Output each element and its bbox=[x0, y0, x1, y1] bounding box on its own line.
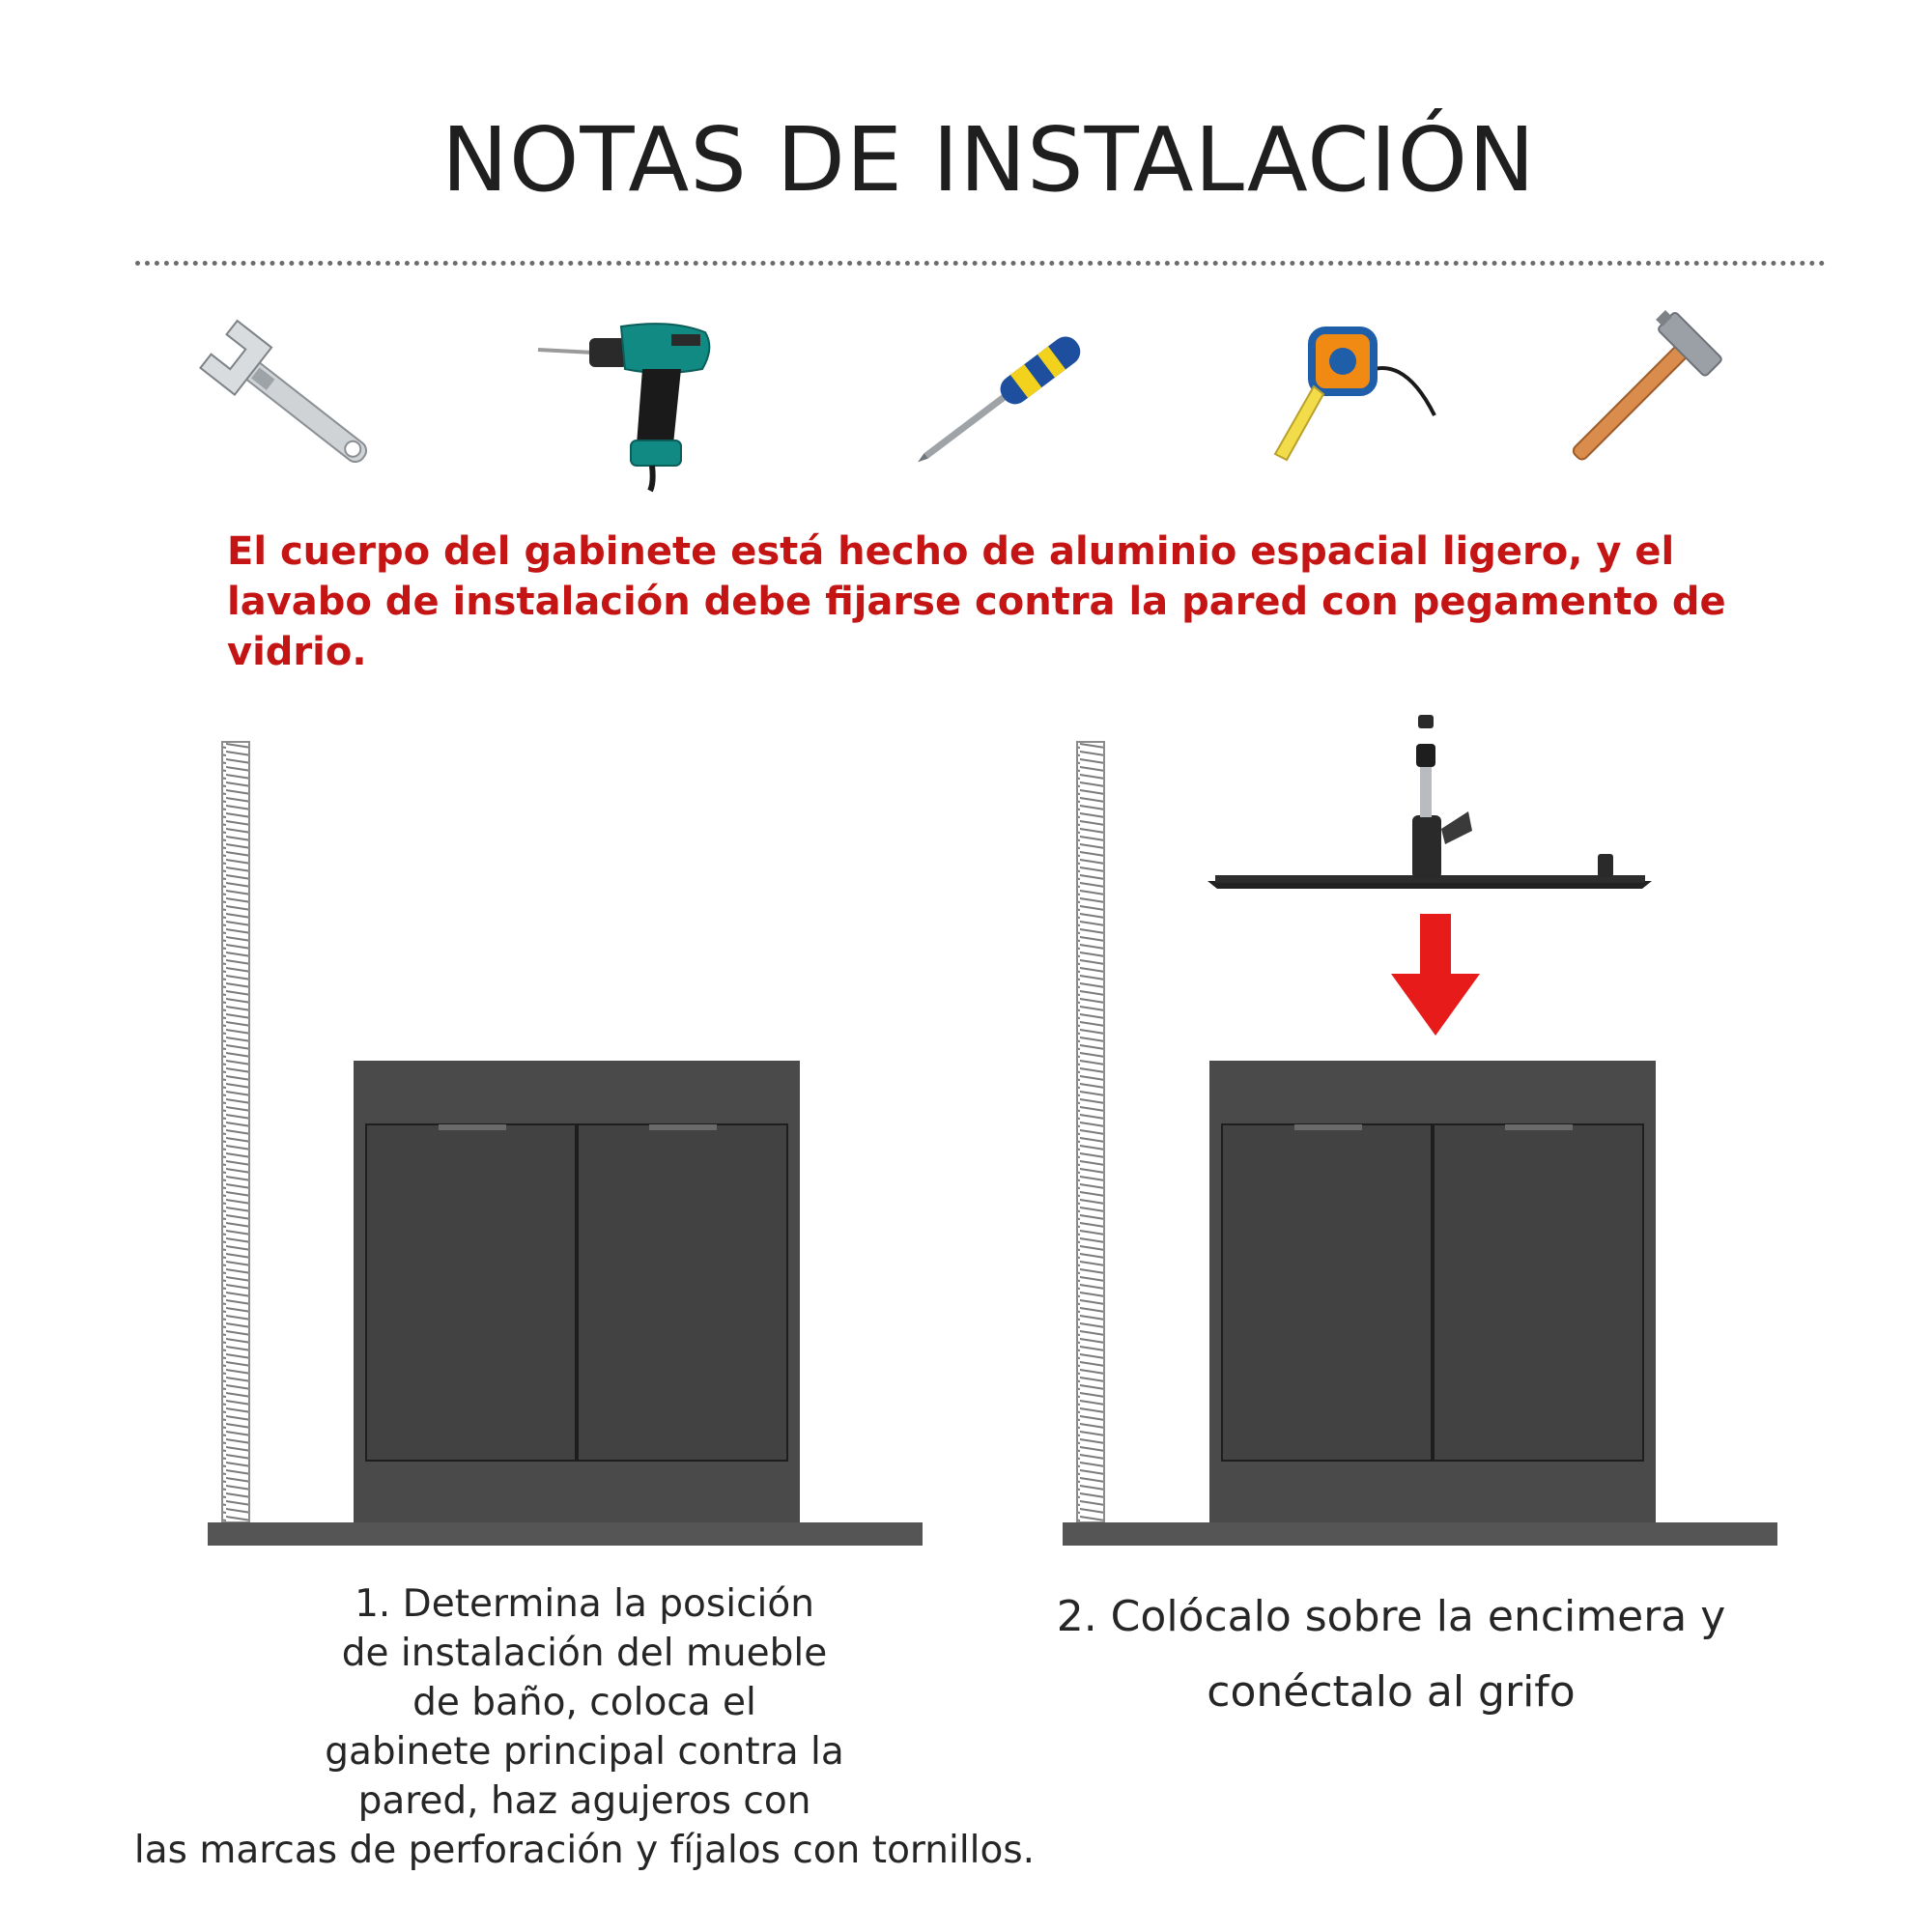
wrench-icon bbox=[188, 309, 382, 493]
down-arrow-icon bbox=[1391, 914, 1480, 1036]
step1-line: de baño, coloca el bbox=[412, 1681, 756, 1724]
step1-line: pared, haz agujeros con bbox=[357, 1779, 811, 1823]
floor-right bbox=[1063, 1522, 1777, 1546]
step1-line: 1. Determina la posición bbox=[355, 1582, 814, 1626]
step2-line: 2. Colócalo sobre la encimera y bbox=[1056, 1592, 1726, 1641]
step2-scene bbox=[1063, 715, 1777, 1546]
step1-caption bbox=[58, 1579, 1111, 1875]
cabinet-door-right bbox=[578, 1124, 787, 1461]
countertop-with-faucet bbox=[1208, 715, 1652, 889]
wall-left bbox=[222, 742, 249, 1522]
tools-row bbox=[0, 309, 1932, 493]
dotted-divider bbox=[135, 261, 1826, 266]
tape-measure-icon bbox=[1256, 309, 1449, 493]
step2-line: conéctalo al grifo bbox=[1207, 1667, 1576, 1717]
cabinet-right bbox=[1209, 1061, 1656, 1522]
cabinet-door-left bbox=[1222, 1124, 1432, 1461]
cabinet-door-right bbox=[1434, 1124, 1643, 1461]
floor-left bbox=[208, 1522, 923, 1546]
warning-note: El cuerpo del gabinete está hecho de aluminio espacial ligero, y el lavabo de instalación debe fijarse contra la pared con pegamento de vidrio. bbox=[227, 529, 1726, 674]
step1-line: gabinete principal contra la bbox=[325, 1730, 844, 1774]
wall-right bbox=[1077, 742, 1104, 1522]
installation-diagram bbox=[0, 715, 1932, 1565]
step1-scene bbox=[208, 742, 923, 1546]
hammer-icon bbox=[1541, 309, 1734, 493]
step2-caption bbox=[1005, 1579, 1777, 1730]
faucet-icon bbox=[1412, 715, 1472, 879]
screwdriver-icon bbox=[903, 309, 1096, 493]
step1-line: las marcas de perforación y fíjalos con tornillos. bbox=[133, 1829, 1036, 1872]
cabinet-door-left bbox=[366, 1124, 576, 1461]
drill-icon bbox=[536, 309, 729, 493]
cabinet-left bbox=[354, 1061, 800, 1522]
page-title: NOTAS DE INSTALACIÓN bbox=[441, 108, 1536, 212]
step1-line: de instalación del mueble bbox=[341, 1632, 828, 1675]
